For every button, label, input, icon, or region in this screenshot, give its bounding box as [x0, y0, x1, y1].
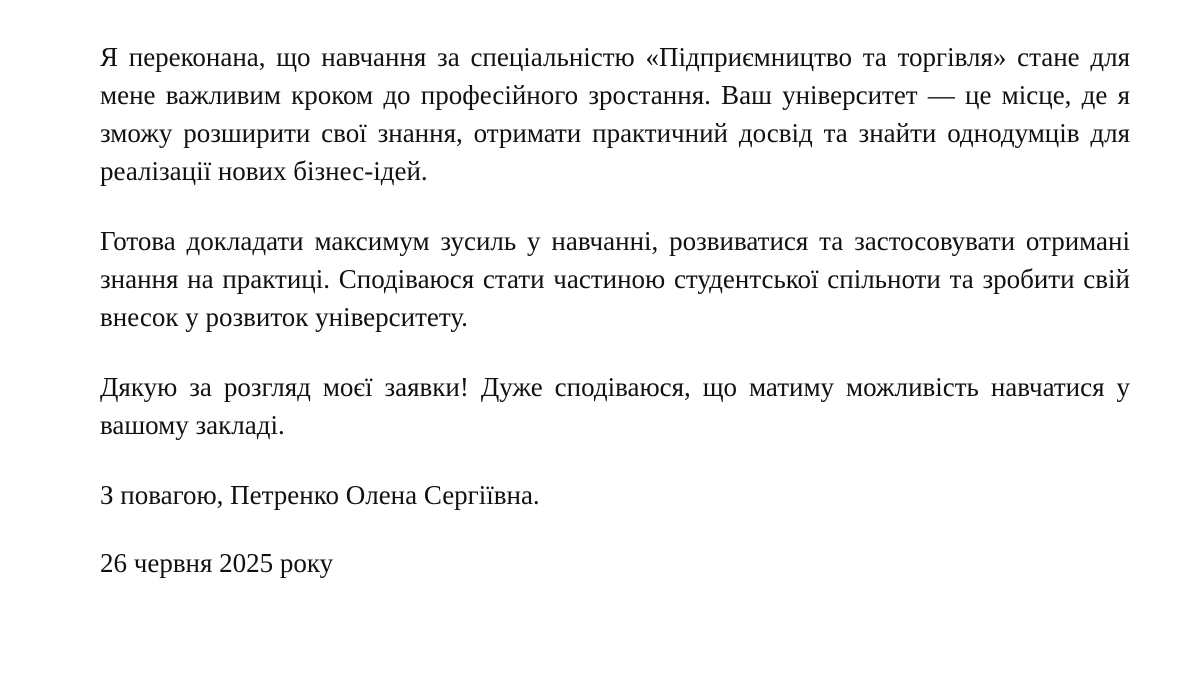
letter-paragraph-3: Дякую за розгляд моєї заявки! Дуже сподіваюся, що матиму можливість навчатися у вашому закладі.: [100, 372, 1130, 440]
letter-signature: З повагою, Петренко Олена Сергіївна.: [100, 480, 540, 510]
letter-paragraph-1: Я переконана, що навчання за спеціальністю «Підприємництво та торгівля» стане для мене важливим кроком до професійного зростання. Ваш університет — це місце, де я зможу розширити свої знання, отримати практичний досвід та знайти однодумців для реалізації нових бізнес-ідей.: [100, 42, 1130, 186]
letter-paragraph-2: Готова докладати максимум зусиль у навчанні, розвиватися та застосовувати отримані знання на практиці. Сподіваюся стати частиною студентської спільноти та зробити свій внесок у розвиток університету.: [100, 226, 1130, 332]
letter-date: 26 червня 2025 року: [100, 548, 334, 578]
letter-document: [100, 38, 1130, 582]
